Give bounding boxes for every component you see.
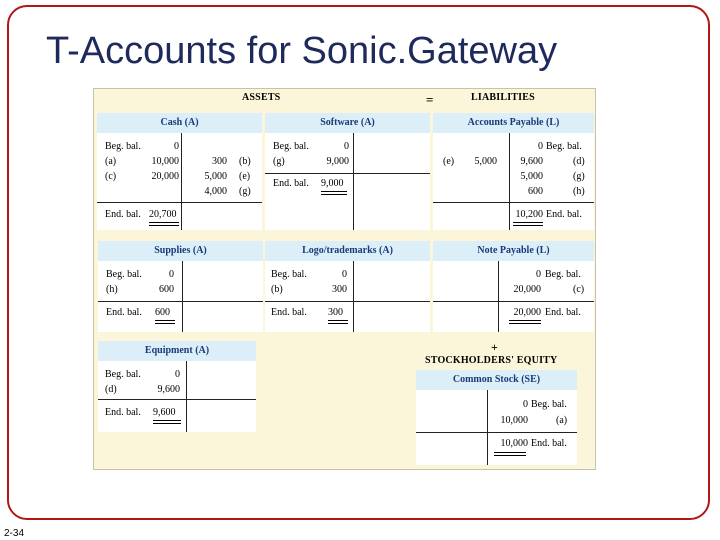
logo-trademarks-debit-label: Beg. bal. — [271, 269, 307, 280]
common-stock-total-rule — [416, 432, 577, 433]
accounts-payable-credit-label: (g) — [573, 171, 585, 182]
cash-double-underline — [149, 222, 179, 226]
supplies-debit-label: Beg. bal. — [106, 269, 142, 280]
accounts-payable-account — [433, 113, 594, 230]
software-debit-value: 0 — [344, 141, 349, 152]
accounts-payable-credit-label: (d) — [573, 156, 585, 167]
t-accounts-panel — [93, 88, 596, 470]
cash-debit-value: 10,000 — [151, 156, 179, 167]
note-payable-end-value: 20,000 — [513, 307, 541, 318]
common-stock-credit-value: 0 — [523, 399, 528, 410]
liabilities-header: LIABILITIES — [471, 92, 535, 103]
software-total-rule — [265, 173, 430, 174]
supplies-end-value: 600 — [155, 307, 170, 318]
supplies-title: Supplies (A) — [98, 241, 263, 261]
cash-credit-label: (b) — [239, 156, 251, 167]
supplies-end-label: End. bal. — [106, 307, 142, 318]
cash-credit-label: (g) — [239, 186, 251, 197]
note-payable-double-underline — [509, 320, 541, 324]
note-payable-account — [433, 241, 594, 332]
accounts-payable-credit-value: 5,000 — [520, 171, 543, 182]
cash-debit-label: (c) — [105, 171, 117, 182]
cash-t-divider — [181, 133, 182, 230]
software-debit-label: (g) — [273, 156, 285, 167]
accounts-payable-total-rule — [433, 202, 594, 203]
cash-credit-value: 5,000 — [204, 171, 227, 182]
logo-trademarks-end-value: 300 — [328, 307, 343, 318]
common-stock-credit-label: Beg. bal. — [531, 399, 567, 410]
assets-header: ASSETS — [242, 92, 281, 103]
supplies-total-rule — [98, 301, 263, 302]
note-payable-end-label: End. bal. — [545, 307, 581, 318]
accounts-payable-debit-label: (e) — [443, 156, 455, 167]
accounts-payable-double-underline — [513, 222, 543, 226]
common-stock-title: Common Stock (SE) — [416, 370, 577, 390]
note-payable-credit-value: 0 — [536, 269, 541, 280]
software-end-label: End. bal. — [273, 178, 309, 189]
accounts-payable-title: Accounts Payable (L) — [433, 113, 594, 133]
equipment-total-rule — [98, 399, 256, 400]
accounts-payable-credit-label: Beg. bal. — [546, 141, 582, 152]
cash-debit-label: Beg. bal. — [105, 141, 141, 152]
software-debit-label: Beg. bal. — [273, 141, 309, 152]
equipment-end-value: 9,600 — [153, 407, 176, 418]
logo-trademarks-debit-label: (b) — [271, 284, 283, 295]
accounts-payable-credit-label: (h) — [573, 186, 585, 197]
supplies-debit-value: 0 — [169, 269, 174, 280]
cash-end-value: 20,700 — [149, 209, 177, 220]
equity-header: STOCKHOLDERS' EQUITY — [425, 355, 558, 366]
accounts-payable-credit-value: 600 — [528, 186, 543, 197]
software-end-value: 9,000 — [321, 178, 344, 189]
cash-credit-label: (e) — [239, 171, 251, 182]
common-stock-credit-value: 10,000 — [500, 415, 528, 426]
logo-trademarks-total-rule — [265, 301, 430, 302]
accounts-payable-debit-value: 5,000 — [474, 156, 497, 167]
equipment-account — [98, 341, 256, 432]
note-payable-credit-label: Beg. bal. — [545, 269, 581, 280]
supplies-account — [98, 241, 263, 332]
supplies-t-divider — [182, 261, 183, 332]
cash-debit-value: 20,000 — [151, 171, 179, 182]
equipment-t-divider — [186, 361, 187, 432]
logo-trademarks-t-divider — [353, 261, 354, 332]
cash-title: Cash (A) — [97, 113, 262, 133]
note-payable-credit-value: 20,000 — [513, 284, 541, 295]
software-t-divider — [353, 133, 354, 230]
supplies-double-underline — [155, 320, 175, 324]
note-payable-credit-label: (c) — [573, 284, 585, 295]
cash-debit-label: (a) — [105, 156, 117, 167]
note-payable-t-divider — [498, 261, 499, 332]
common-stock-end-value: 10,000 — [500, 438, 528, 449]
logo-trademarks-debit-value: 300 — [332, 284, 347, 295]
equipment-debit-label: Beg. bal. — [105, 369, 141, 380]
supplies-debit-value: 600 — [159, 284, 174, 295]
software-double-underline — [321, 191, 347, 195]
supplies-debit-label: (h) — [106, 284, 118, 295]
note-payable-total-rule — [433, 301, 594, 302]
cash-total-rule — [97, 202, 262, 203]
equipment-debit-label: (d) — [105, 384, 117, 395]
cash-end-label: End. bal. — [105, 209, 141, 220]
logo-trademarks-title: Logo/trademarks (A) — [265, 241, 430, 261]
common-stock-t-divider — [487, 390, 488, 465]
software-title: Software (A) — [265, 113, 430, 133]
common-stock-end-label: End. bal. — [531, 438, 567, 449]
note-payable-title: Note Payable (L) — [433, 241, 594, 261]
common-stock-account — [416, 370, 577, 465]
accounts-payable-end-value: 10,200 — [515, 209, 543, 220]
cash-credit-value: 300 — [212, 156, 227, 167]
equipment-title: Equipment (A) — [98, 341, 256, 361]
slide-number: 2-34 — [4, 528, 25, 539]
cash-credit-value: 4,000 — [204, 186, 227, 197]
logo-trademarks-account — [265, 241, 430, 332]
slide-title: T-Accounts for Sonic.Gateway — [46, 30, 558, 72]
equipment-end-label: End. bal. — [105, 407, 141, 418]
common-stock-credit-label: (a) — [556, 415, 568, 426]
plus-sign: + — [491, 340, 499, 354]
accounts-payable-credit-value: 0 — [538, 141, 543, 152]
common-stock-double-underline — [494, 452, 526, 456]
accounts-payable-credit-value: 9,600 — [520, 156, 543, 167]
equals-sign: = — [426, 92, 434, 107]
equipment-double-underline — [153, 420, 181, 424]
logo-trademarks-debit-value: 0 — [342, 269, 347, 280]
equipment-debit-value: 0 — [175, 369, 180, 380]
cash-account — [97, 113, 262, 230]
equipment-debit-value: 9,600 — [157, 384, 180, 395]
software-account — [265, 113, 430, 230]
cash-debit-value: 0 — [174, 141, 179, 152]
software-debit-value: 9,000 — [326, 156, 349, 167]
logo-trademarks-end-label: End. bal. — [271, 307, 307, 318]
accounts-payable-end-label: End. bal. — [546, 209, 582, 220]
logo-trademarks-double-underline — [328, 320, 348, 324]
